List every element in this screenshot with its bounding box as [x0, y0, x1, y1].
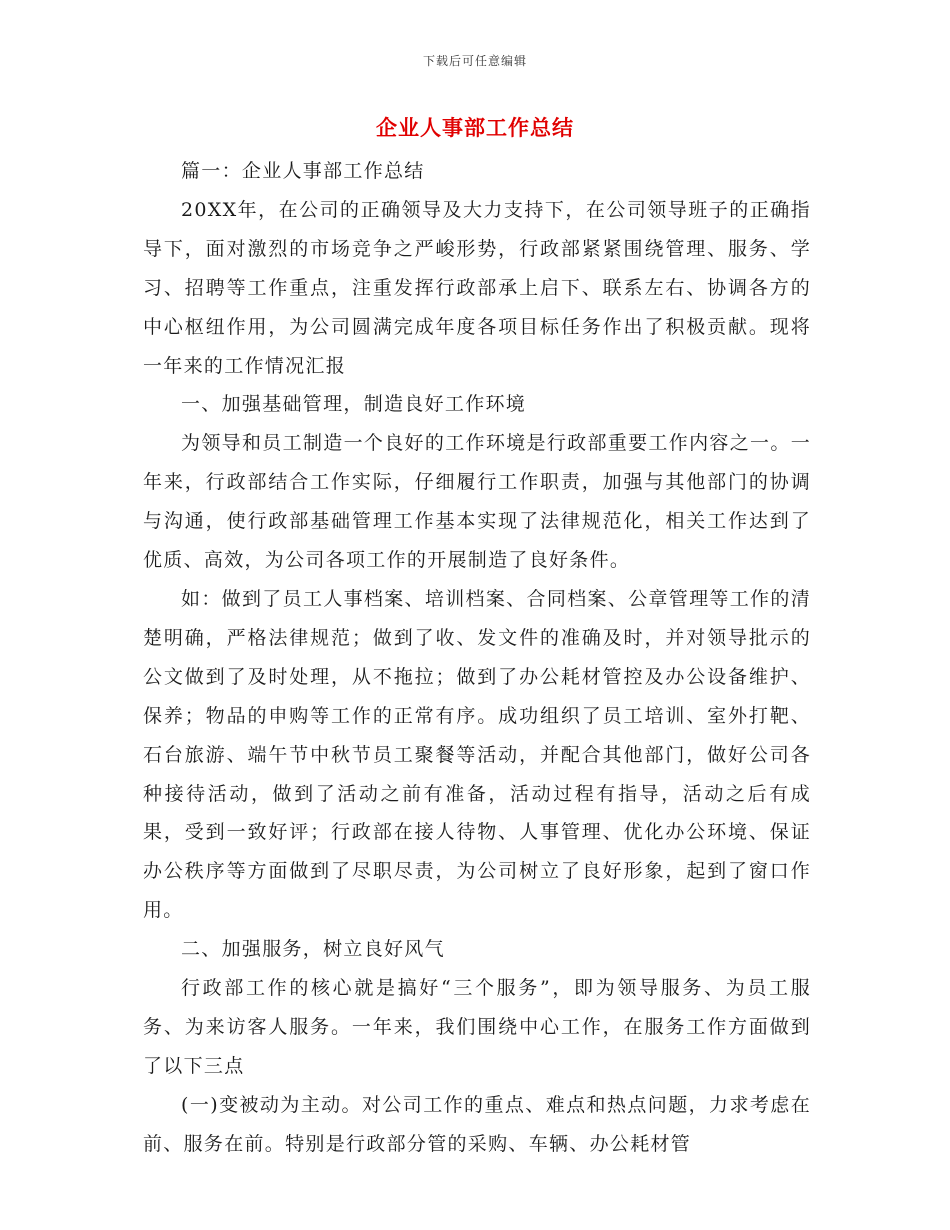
paragraph-work-environment: 为领导和员工制造一个良好的工作环境是行政部重要工作内容之一。一年来，行政部结合工作实际，仔细履行工作职责，加强与其他部门的协调与沟通，使行政部基础管理工作基本实现了法律规范化，相关工作达到了优质、高效，为公司各项工作的开展制造了良好条件。	[143, 432, 811, 572]
paragraph-intro: 20XX年，在公司的正确领导及大力支持下，在公司领导班子的正确指导下，面对激烈的市场竞争之严峻形势，行政部紧紧围绕管理、服务、学习、招聘等工作重点，注重发挥行政部承上启下、联系左右、协调各方的中心枢纽作用，为公司圆满完成年度各项目标任务作出了积极贡献。现将一年来的工作情况汇报	[143, 198, 811, 377]
paragraph-examples: 如：做到了员工人事档案、培训档案、合同档案、公章管理等工作的清楚明确，严格法律规范；做到了收、发文件的准确及时，并对领导批示的公文做到了及时处理，从不拖拉；做到了办公耗材管控及办公设备维护、保养；物品的申购等工作的正常有序。成功组织了员工培训、室外打靶、石台旅游、端午节中秋节员工聚餐等活动，并配合其他部门，做好公司各种接待活动，做到了活动之前有准备，活动过程有指导，活动之后有成果，受到一致好评；行政部在接人待物、人事管理、优化办公环境、保证办公秩序等方面做到了尽职尽责，为公司树立了良好形象，起到了窗口作用。	[143, 587, 811, 922]
section-heading-part-one: 篇一：企业人事部工作总结	[181, 160, 425, 182]
paragraph-three-services: 行政部工作的核心就是搞好“三个服务”，即为领导服务、为员工服务、为来访客人服务。一年来，我们围绕中心工作，在服务工作方面做到了以下三点	[143, 977, 811, 1077]
header-note: 下载后可任意编辑	[422, 54, 527, 68]
document-body	[143, 152, 811, 1164]
section-heading-service: 二、加强服务，树立良好风气	[181, 938, 445, 961]
section-heading-basic-management: 一、加强基础管理，制造良好工作环境	[181, 393, 527, 416]
paragraph-passive-to-active: (一)变被动为主动。对公司工作的重点、难点和热点问题，力求考虑在前、服务在前。特别是行政部分管的采购、车辆、办公耗材管	[143, 1093, 811, 1155]
document-title: 企业人事部工作总结	[376, 115, 574, 140]
